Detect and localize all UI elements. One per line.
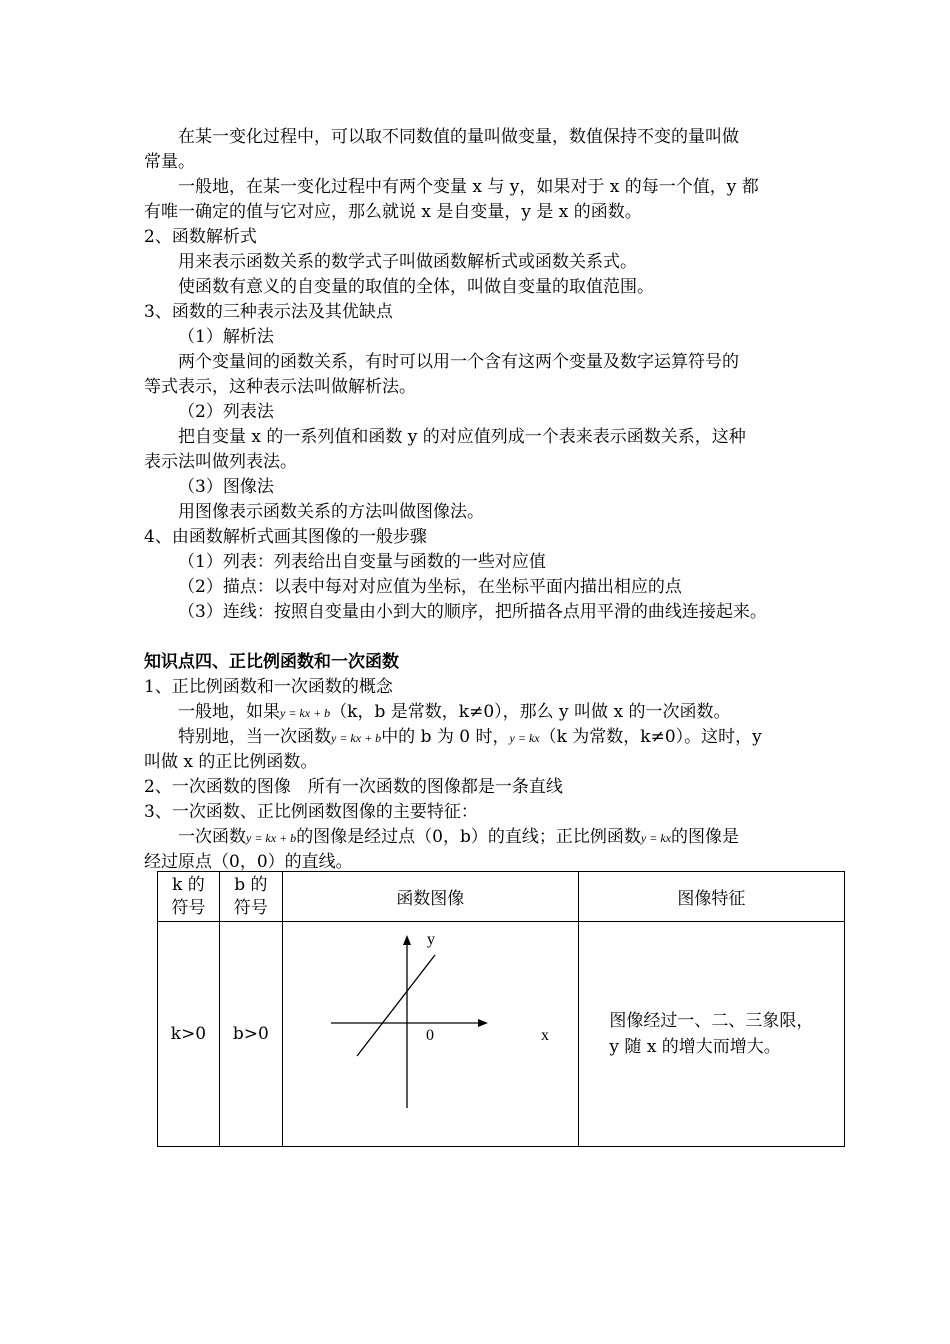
origin-label: 0 bbox=[425, 1027, 434, 1044]
paragraph-line bbox=[178, 725, 762, 750]
table-row bbox=[158, 922, 845, 1147]
formula-linear: y = kx + b bbox=[280, 706, 331, 720]
paragraph-line: 有唯一确定的值与它对应，那么就说 x 是自变量，y 是 x 的函数。 bbox=[144, 202, 642, 222]
text-run: 的图像是 bbox=[670, 827, 739, 847]
section-title: 2、函数解析式 bbox=[144, 227, 257, 247]
paragraph-line bbox=[178, 825, 739, 850]
knowledge-heading: 知识点四、正比例函数和一次函数 bbox=[144, 652, 399, 672]
paragraph-line: 常量。 bbox=[144, 152, 195, 172]
section-title: 1、正比例函数和一次函数的概念 bbox=[144, 677, 393, 697]
cell-graph bbox=[282, 922, 578, 1147]
header-text: k 的 bbox=[172, 874, 205, 895]
paragraph-line: 两个变量间的函数关系，有时可以用一个含有这两个变量及数字运算符号的 bbox=[178, 352, 739, 372]
function-feature-table bbox=[157, 871, 845, 1147]
x-axis-arrow bbox=[478, 1019, 488, 1027]
linear-function-graph bbox=[283, 922, 578, 1146]
paragraph-line: 表示法叫做列表法。 bbox=[144, 452, 297, 472]
subsection-title: （3）图像法 bbox=[178, 477, 274, 497]
text-run: 中的 b 为 0 时， bbox=[381, 727, 510, 747]
paragraph-line: 用图像表示函数关系的方法叫做图像法。 bbox=[178, 502, 484, 522]
y-axis-label: y bbox=[426, 931, 435, 948]
paragraph-line: 用来表示函数关系的数学式子叫做函数解析式或函数关系式。 bbox=[178, 252, 637, 272]
step-line: （2）描点：以表中每对对应值为坐标，在坐标平面内描出相应的点 bbox=[178, 577, 682, 597]
formula-linear: y = kx + b bbox=[331, 731, 382, 745]
paragraph-line: 把自变量 x 的一系列值和函数 y 的对应值列成一个表来表示函数关系，这种 bbox=[178, 427, 746, 447]
k-value: k>0 bbox=[170, 1024, 207, 1044]
table-header-row bbox=[158, 872, 845, 922]
paragraph-line: 叫做 x 的正比例函数。 bbox=[144, 752, 318, 772]
feature-line: 图像经过一、二、三象限， bbox=[609, 1011, 814, 1031]
header-graph bbox=[282, 872, 578, 922]
header-text: 图像特征 bbox=[677, 889, 746, 909]
text-run: （k 为常数，k≠0）。这时，y bbox=[539, 727, 762, 747]
text-run: 一次函数 bbox=[178, 827, 246, 847]
paragraph-line: 使函数有意义的自变量的取值的全体，叫做自变量的取值范围。 bbox=[178, 277, 654, 297]
formula-proportional: y = kx bbox=[640, 831, 671, 845]
header-text: 符号 bbox=[171, 897, 206, 918]
text-run: （k，b 是常数，k≠0），那么 y 叫做 x 的一次函数。 bbox=[330, 702, 731, 722]
feature-description bbox=[609, 1008, 813, 1060]
section-title: 3、一次函数、正比例函数图像的主要特征： bbox=[144, 802, 478, 822]
header-feature bbox=[578, 872, 844, 922]
formula-linear: y = kx + b bbox=[246, 831, 297, 845]
b-value: b>0 bbox=[232, 1024, 269, 1044]
step-line: （3）连线：按照自变量由小到大的顺序，把所描各点用平滑的曲线连接起来。 bbox=[178, 602, 767, 622]
function-line bbox=[357, 955, 435, 1056]
header-text: 符号 bbox=[233, 897, 268, 918]
text-run: 特别地，当一次函数 bbox=[178, 727, 331, 747]
header-k-sign bbox=[158, 872, 220, 922]
subsection-title: （1）解析法 bbox=[178, 327, 274, 347]
paragraph-line bbox=[178, 700, 730, 725]
cell-feature bbox=[578, 922, 844, 1147]
header-b-sign bbox=[219, 872, 282, 922]
subsection-title: （2）列表法 bbox=[178, 402, 274, 422]
formula-proportional: y = kx bbox=[509, 731, 540, 745]
section-title: 4、由函数解析式画其图像的一般步骤 bbox=[144, 527, 427, 547]
paragraph-line: 经过原点（0，0）的直线。 bbox=[144, 852, 353, 872]
y-axis-arrow bbox=[403, 935, 411, 945]
text-run: 一般地，如果 bbox=[178, 702, 280, 722]
cell-b bbox=[219, 922, 282, 1147]
header-text: b 的 bbox=[234, 874, 268, 895]
paragraph-line: 等式表示，这种表示法叫做解析法。 bbox=[144, 377, 416, 397]
x-axis-label: x bbox=[540, 1027, 549, 1044]
step-line: （1）列表：列表给出自变量与函数的一些对应值 bbox=[178, 552, 546, 572]
feature-line: y 随 x 的增大而增大。 bbox=[609, 1037, 781, 1057]
header-text: 函数图像 bbox=[396, 889, 465, 909]
text-run: 的图像是经过点（0，b）的直线；正比例函数 bbox=[296, 827, 641, 847]
section-title: 2、一次函数的图像 所有一次函数的图像都是一条直线 bbox=[144, 777, 563, 797]
paragraph-line: 在某一变化过程中，可以取不同数值的量叫做变量，数值保持不变的量叫做 bbox=[178, 127, 739, 147]
paragraph-line: 一般地，在某一变化过程中有两个变量 x 与 y，如果对于 x 的每一个值，y 都 bbox=[178, 177, 759, 197]
cell-k bbox=[158, 922, 220, 1147]
section-title: 3、函数的三种表示法及其优缺点 bbox=[144, 302, 393, 322]
